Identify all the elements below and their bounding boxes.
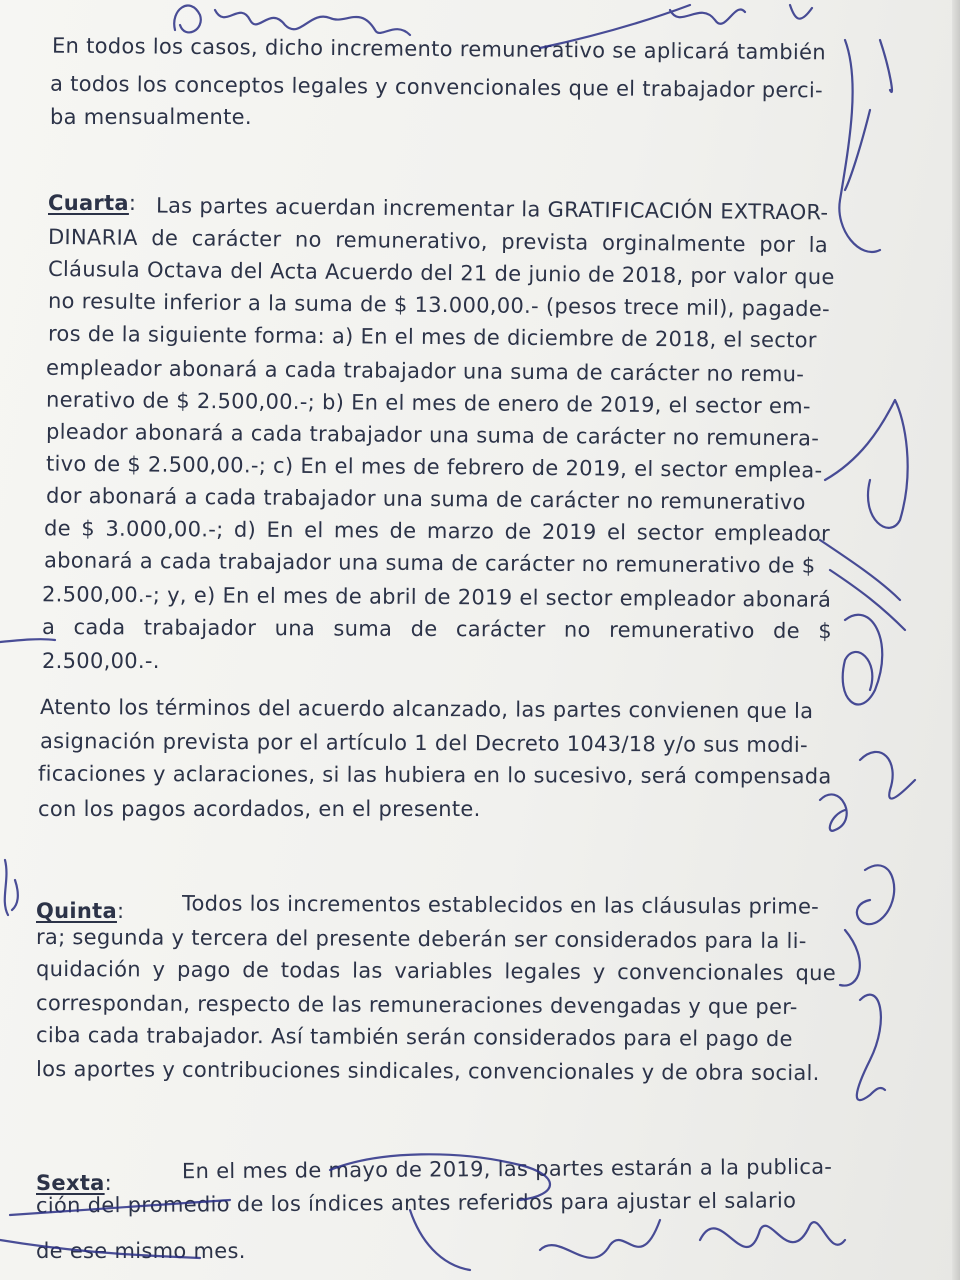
quinta-line-2: ra; segunda y tercera del presente deberán ser considerados para la li- bbox=[35, 924, 807, 954]
intro-line-1: En todos los casos, dicho incremento remunerativo se aplicará también bbox=[51, 33, 827, 65]
clause-heading-colon: : bbox=[128, 191, 137, 215]
sexta-line-3: de ese mismo mes. bbox=[36, 1239, 246, 1263]
quinta-heading bbox=[36, 898, 124, 924]
sexta-line-1: En el mes de mayo de 2019, las partes estarán a la publica- bbox=[181, 1154, 833, 1184]
cuarta-line-9: tivo de $ 2.500,00.-; c) En el mes de febrero de 2019, el sector emplea- bbox=[45, 451, 823, 483]
cuarta-line-14: a cada trabajador una suma de carácter no remunerativo de $ bbox=[41, 614, 833, 644]
sexta-line-2: ción del promedio de los índices antes referidos para ajustar el salario bbox=[35, 1188, 797, 1218]
quinta-line-5: ciba cada trabajador. Así también serán considerados para el pago de bbox=[35, 1023, 793, 1051]
cuarta-line-13: 2.500,00.-; y, e) En el mes de abril de 2019 el sector empleador abonará bbox=[41, 582, 832, 612]
cuarta-heading bbox=[48, 190, 136, 216]
intro-line-3: ba mensualmente. bbox=[50, 105, 252, 129]
atento-line-3: ficaciones y aclaraciones, si las hubiera en lo sucesivo, será compensada bbox=[37, 761, 832, 789]
clause-heading-colon: : bbox=[104, 1171, 113, 1195]
quinta-line-1: Todos los incrementos establecidos en las cláusulas prime- bbox=[181, 891, 820, 919]
intro-line-2: a todos los conceptos legales y convencionales que el trabajador perci- bbox=[49, 71, 824, 103]
atento-line-4: con los pagos acordados, en el presente. bbox=[38, 797, 481, 821]
cuarta-line-11: de $ 3.000,00.-; d) En el mes de marzo de 2019 el sector empleador bbox=[43, 516, 831, 546]
atento-line-2: asignación prevista por el artículo 1 del Decreto 1043/18 y/o sus modi- bbox=[39, 728, 808, 758]
cuarta-line-8: pleador abonará a cada trabajador una suma de carácter no remunera- bbox=[45, 419, 820, 451]
cuarta-line-12: abonará a cada trabajador una suma de carácter no remunerativo de $ bbox=[43, 548, 816, 578]
clause-heading-cuarta: Cuarta bbox=[48, 191, 129, 215]
cuarta-line-4: no resulte inferior a la suma de $ 13.000,00.- (pesos trece mil), pagade- bbox=[47, 288, 831, 322]
clause-heading-colon: : bbox=[116, 899, 125, 923]
atento-line-1: Atento los términos del acuerdo alcanzado, las partes convienen que la bbox=[39, 694, 814, 724]
cuarta-line-10: dor abonará a cada trabajador una suma de carácter no remunerativo bbox=[45, 483, 806, 515]
quinta-line-3: quidación y pago de todas las variables legales y convencionales que bbox=[35, 956, 837, 986]
cuarta-line-5: ros de la siguiente forma: a) En el mes de diciembre de 2018, el sector bbox=[47, 321, 817, 353]
cuarta-line-7: nerativo de $ 2.500,00.-; b) En el mes de enero de 2019, el sector em- bbox=[45, 387, 811, 419]
cuarta-line-15: 2.500,00.-. bbox=[42, 649, 160, 673]
quinta-line-4: correspondan, respecto de las remuneraciones devengadas y que per- bbox=[35, 991, 798, 1019]
clause-heading-quinta: Quinta bbox=[36, 899, 117, 923]
cuarta-line-1: Las partes acuerdan incrementar la GRATIFICACIÓN EXTRAOR- bbox=[155, 193, 829, 225]
clause-heading-sexta: Sexta bbox=[36, 1171, 105, 1195]
cuarta-line-6: empleador abonará a cada trabajador una suma de carácter no remu- bbox=[45, 355, 805, 387]
quinta-line-6: los aportes y contribuciones sindicales, convencionales y de obra social. bbox=[35, 1056, 820, 1086]
page-edge-shadow bbox=[952, 0, 960, 1280]
cuarta-line-3: Cláusula Octava del Acta Acuerdo del 21 de junio de 2018, por valor que bbox=[47, 256, 835, 290]
cuarta-line-2: DINARIA de carácter no remunerativo, prevista orginalmente por la bbox=[47, 224, 829, 258]
